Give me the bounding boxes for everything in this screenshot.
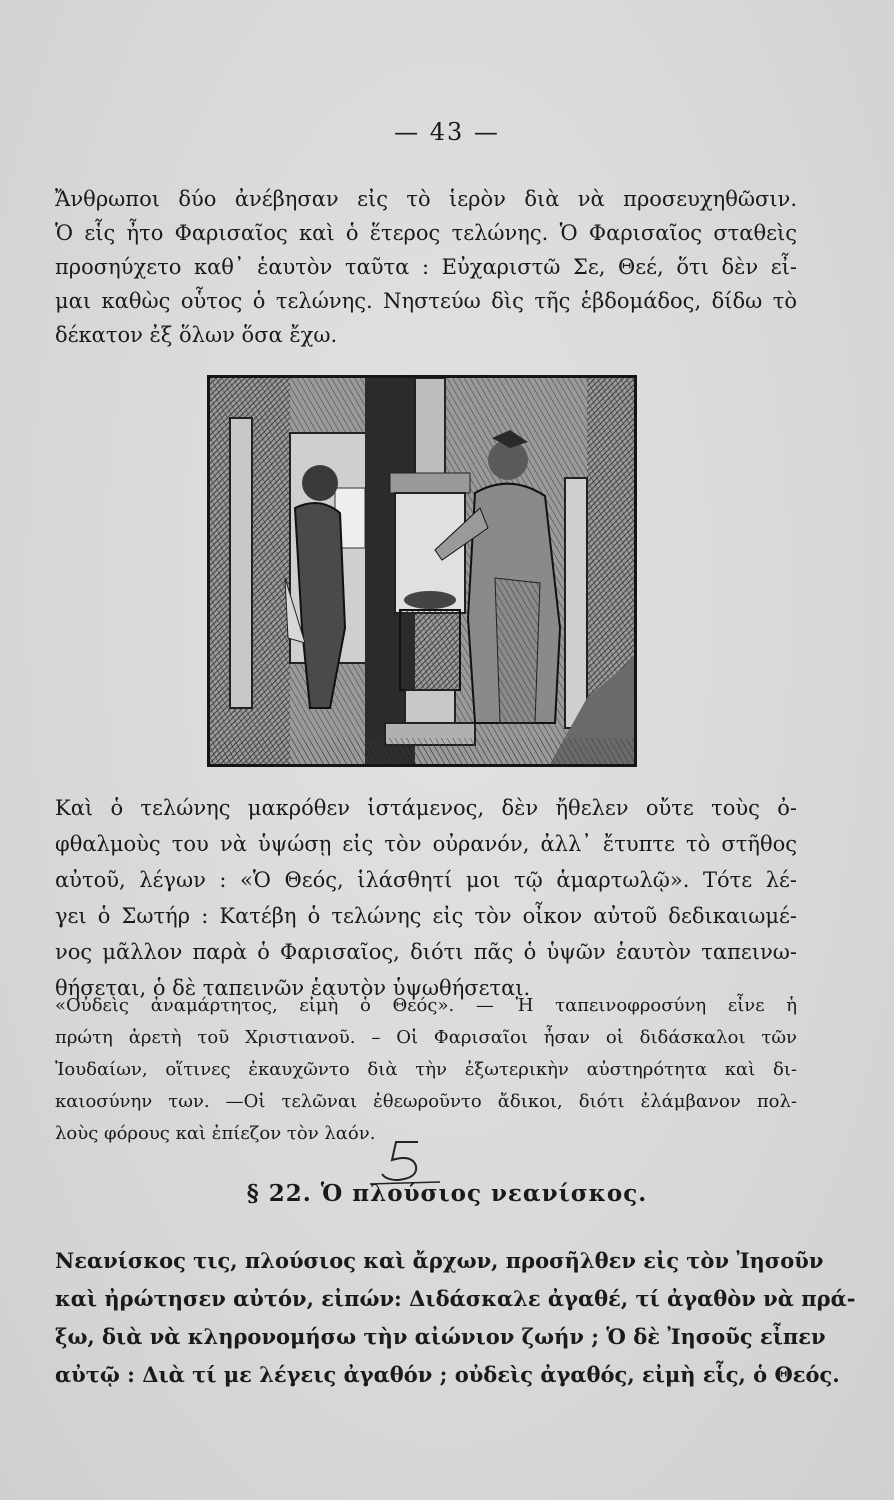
text-line: Νεανίσκος τις, πλούσιος καὶ ἄρχων, προσῆλθεν εἰς τὸν Ἰησοῦν — [55, 1248, 824, 1273]
text-line: Ὁ εἷς ἦτο Φαρισαῖος καὶ ὁ ἕτερος τελώνης. Ὁ Φαρισαῖος σταθεὶς — [55, 221, 797, 245]
commentary-notes — [55, 990, 797, 1150]
engraving-pharisee-and-publican — [207, 375, 637, 767]
note-line: λοὺς φόρους καὶ ἐπίεζον τὸν λαόν. — [55, 1123, 376, 1144]
note-line: Ἰουδαίων, οἵτινες ἐκαυχῶντο διὰ τὴν ἐξωτερικὴν αὐστηρότητα καὶ δι- — [55, 1059, 797, 1080]
text-line: φθαλμοὺς του νὰ ὑψώσῃ εἰς τὸν οὐρανόν, ἀλλ᾿ ἔτυπτε τὸ στῆθος — [55, 832, 797, 856]
text-line: μαι καθὼς οὗτος ὁ τελώνης. Νηστεύω δὶς τῆς ἑβδομάδος, δίδω τὸ — [55, 289, 797, 313]
text-line: προσηύχετο καθ᾿ ἑαυτὸν ταῦτα : Εὐχαριστῶ Σε, Θεέ, ὅτι δὲν εἶ- — [55, 255, 797, 279]
text-line: καὶ ἠρώτησεν αὐτόν, εἰπών: Διδάσκαλε ἀγαθέ, τί ἀγαθὸν νὰ πρά- — [55, 1286, 856, 1311]
text-line: δέκατον ἐξ ὅλων ὅσα ἔχω. — [55, 323, 338, 347]
text-line: νος μᾶλλον παρὰ ὁ Φαρισαῖος, διότι πᾶς ὁ ὑψῶν ἑαυτὸν ταπεινω- — [55, 940, 797, 964]
text-line: ξω, διὰ νὰ κληρονομήσω τὴν αἰώνιον ζωήν ; Ὁ δὲ Ἰησοῦς εἶπεν — [55, 1324, 826, 1349]
text-line: αὐτῷ : Διὰ τί με λέγεις ἀγαθόν ; οὐδεὶς ἀγαθός, εἰμὴ εἷς, ὁ Θεός. — [55, 1362, 840, 1387]
text-line: Καὶ ὁ τελώνης μακρόθεν ἱστάμενος, δὲν ἤθελεν οὔτε τοὺς ὀ- — [55, 796, 797, 820]
note-line: «Οὐδεὶς ἀναμάρτητος, εἰμὴ ὁ Θεός». — Ἡ ταπεινοφροσύνη εἶνε ἡ — [55, 995, 797, 1016]
handwritten-mark — [368, 1138, 442, 1186]
text-line: αὐτοῦ, λέγων : «Ὁ Θεός, ἱλάσθητί μοι τῷ ἁμαρτωλῷ». Τότε λέ- — [55, 868, 797, 892]
section-heading: § 22. Ὁ πλούσιος νεανίσκος. — [246, 1180, 648, 1207]
page-number: — 43 — — [394, 118, 500, 146]
text-line: γει ὁ Σωτήρ : Κατέβη ὁ τελώνης εἰς τὸν οἶκον αὐτοῦ δεδικαιωμέ- — [55, 904, 797, 928]
text-line: θήσεται, ὁ δὲ ταπεινῶν ἑαυτὸν ὑψωθήσεται. — [55, 976, 531, 1000]
paragraph-pharisee-and-publican — [55, 182, 797, 352]
paragraph-publican-prayer — [55, 790, 797, 1006]
note-line: πρώτη ἀρετὴ τοῦ Χριστιανοῦ. – Οἱ Φαρισαῖοι ἦσαν οἱ διδάσκαλοι τῶν — [55, 1027, 797, 1048]
text-line: Ἄνθρωποι δύο ἀνέβησαν εἰς τὸ ἱερὸν διὰ νὰ προσευχηθῶσιν. — [55, 187, 797, 211]
note-line: καιοσύνην των. —Οἱ τελῶναι ἐθεωροῦντο ἄδικοι, διότι ἐλάμβανον πολ- — [55, 1091, 797, 1112]
paragraph-rich-young-man — [55, 1242, 856, 1394]
